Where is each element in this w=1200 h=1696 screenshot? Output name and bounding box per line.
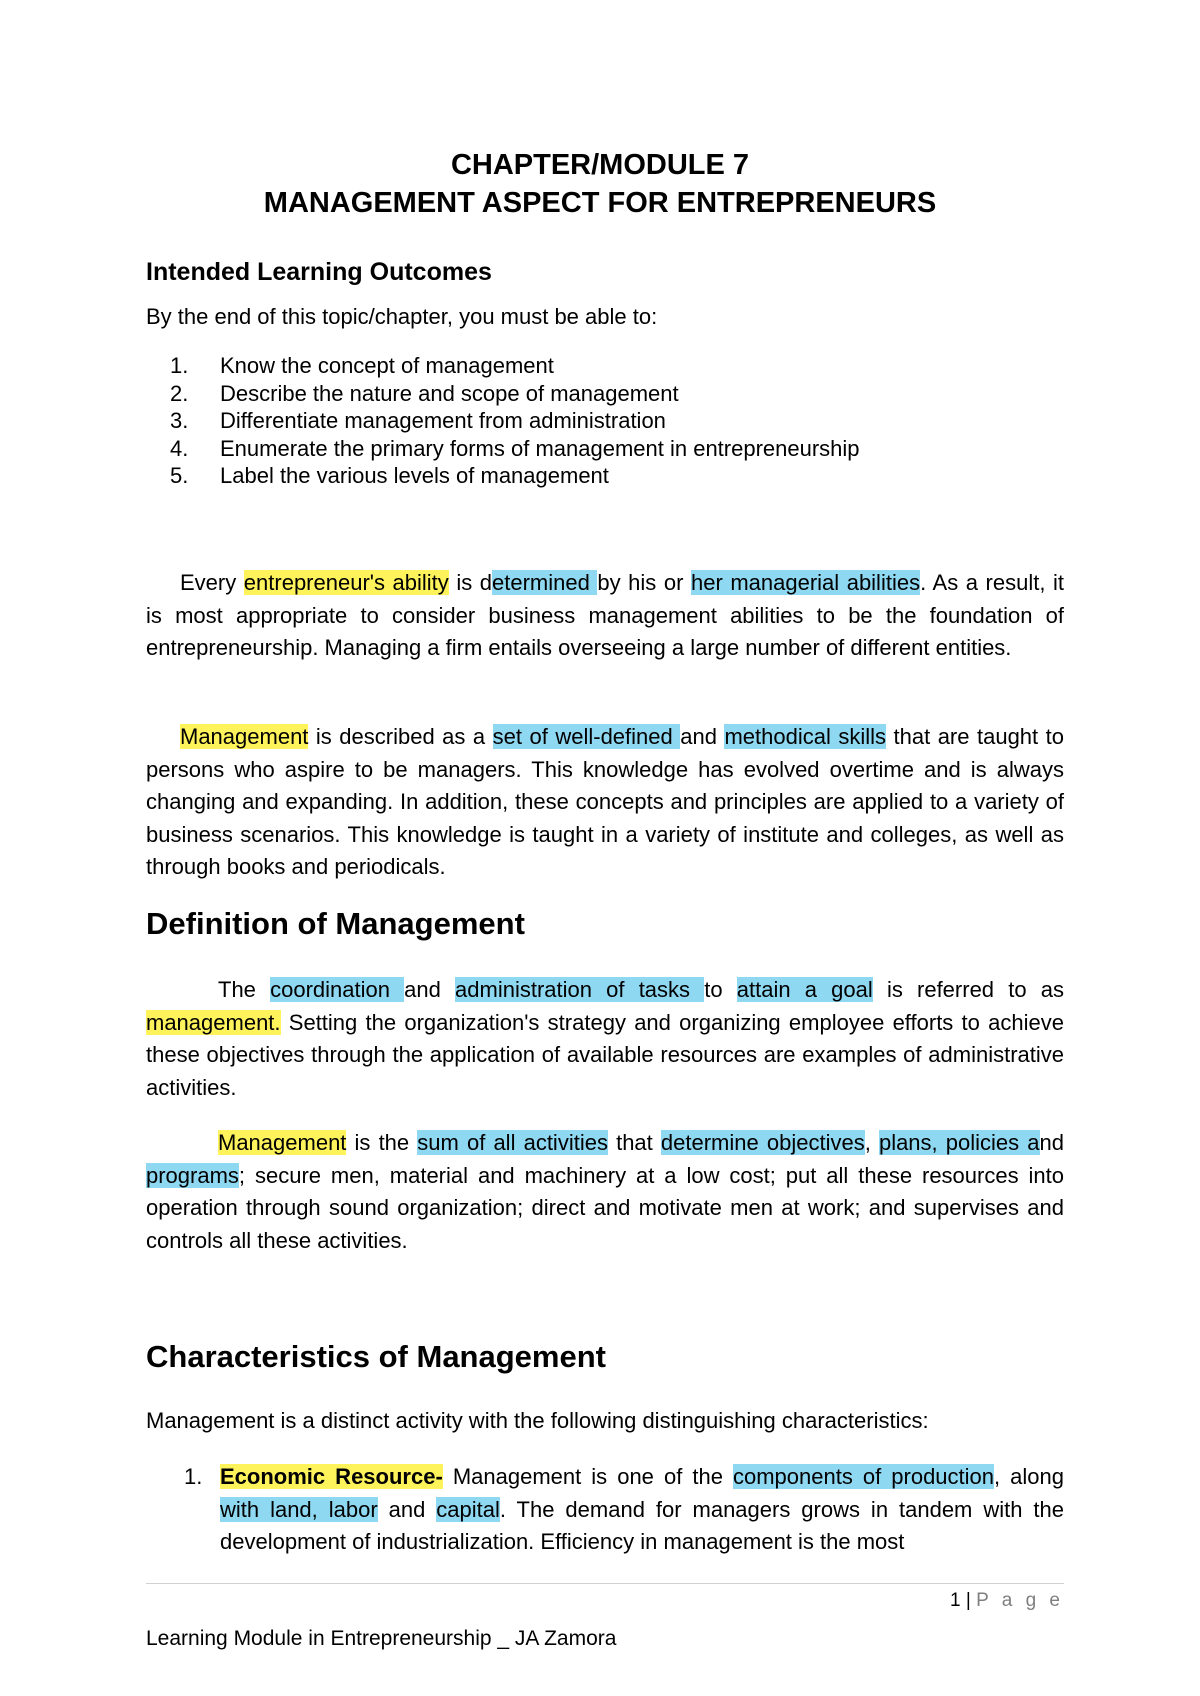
text-run: is referred to as — [872, 977, 1064, 1002]
highlight-blue: methodical skills — [724, 724, 887, 749]
document-title: MANAGEMENT ASPECT FOR ENTREPRENEURS — [263, 187, 937, 219]
text-run: , along — [994, 1464, 1064, 1489]
list-number: 1. — [184, 1464, 203, 1489]
list-number: 4. — [170, 435, 189, 461]
definition-paragraph-2 — [146, 1127, 1064, 1257]
intro-paragraph-2 — [146, 721, 1064, 884]
highlight-blue: programs — [146, 1162, 239, 1188]
highlight-blue: with land, labor — [220, 1496, 378, 1522]
page-label: P a g e — [976, 1590, 1064, 1611]
list-text: Describe the nature and scope of management — [220, 380, 679, 406]
highlight-blue: determine objectives — [660, 1130, 865, 1155]
highlight-blue: etermined — [492, 570, 598, 595]
text-run: that are taught to persons who aspire to be managers. This knowledge has evolved overtime and is always changing and expanding. In addition, these concepts and principles are applied to a variety of business scenarios. This knowledge is taught in a variety of institute and colleges, as well as through books and periodicals. — [146, 724, 1065, 879]
text-run: Management is one of the — [442, 1464, 733, 1489]
highlight-blue: capital — [436, 1496, 500, 1522]
text-run: , — [864, 1130, 879, 1155]
list-item — [146, 435, 860, 463]
text-run: is d — [448, 570, 492, 595]
learning-outcomes-list — [146, 352, 860, 490]
text-run: nd — [1039, 1130, 1065, 1155]
list-text: Label the various levels of management — [220, 463, 609, 488]
highlight-yellow: entrepreneur's ability — [243, 570, 449, 595]
text-run: is the — [346, 1130, 418, 1155]
highlight-yellow: Management — [180, 724, 309, 749]
page-number — [950, 1590, 1064, 1612]
highlight-blue: sum of all activities — [417, 1130, 608, 1155]
list-number: 5. — [170, 463, 189, 488]
learning-outcomes-intro: By the end of this topic/chapter, you must be able to: — [146, 304, 658, 329]
text-run: Setting the organization's strategy and organizing employee efforts to achieve these objectives through the application of available resources are examples of administrative activities. — [146, 1009, 1064, 1100]
text-run: The — [218, 977, 271, 1002]
list-text: Enumerate the primary forms of management in entrepreneurship — [220, 435, 860, 461]
text-run: and — [377, 1496, 437, 1522]
highlight-blue: her managerial abilities — [690, 570, 921, 595]
footer-divider — [146, 1583, 1064, 1584]
highlight-yellow: management. — [146, 1009, 281, 1035]
page-separator: | — [965, 1590, 971, 1611]
highlight-blue: components of production — [732, 1464, 995, 1489]
text-run: that — [607, 1130, 661, 1155]
highlight-blue: administration of tasks — [455, 977, 705, 1002]
text-run: is described as a — [308, 724, 493, 749]
text-run: Every — [180, 570, 244, 595]
definition-paragraph-1 — [146, 974, 1064, 1104]
footer-text: Learning Module in Entrepreneurship _ JA Zamora — [146, 1627, 617, 1650]
page-number-value: 1 — [950, 1590, 961, 1611]
list-item — [146, 407, 860, 435]
definition-heading: Definition of Management — [146, 906, 525, 941]
chapter-label: CHAPTER/MODULE 7 — [450, 149, 750, 181]
list-item — [146, 380, 860, 408]
text-run: and — [404, 977, 456, 1002]
list-item — [146, 352, 860, 380]
characteristics-heading: Characteristics of Management — [146, 1339, 606, 1374]
highlight-blue: set of well-defined — [492, 724, 681, 749]
highlight-yellow: Management — [218, 1130, 347, 1155]
characteristics-list-item — [146, 1461, 1064, 1559]
intro-paragraph-1 — [146, 567, 1064, 665]
highlight-blue: plans, policies a — [878, 1130, 1040, 1155]
highlight-blue: coordination — [270, 977, 405, 1002]
text-run: by his or — [597, 570, 691, 595]
list-item — [146, 462, 860, 490]
highlight-blue: attain a goal — [736, 977, 873, 1002]
characteristic-text — [220, 1461, 1064, 1559]
list-text: Differentiate management from administration — [220, 408, 666, 433]
text-run: . As a result, it is most appropriate to consider business management abilities to be the foundation of entrepreneurship. Managing a firm entails overseeing a large number of different entities. — [146, 570, 1064, 660]
text-run: to — [704, 977, 737, 1002]
characteristics-intro: Management is a distinct activity with the following distinguishing characteristics: — [146, 1408, 929, 1433]
list-text: Know the concept of management — [220, 353, 554, 378]
text-run: ; secure men, material and machinery at a low cost; put all these resources into operation through sound organization; direct and motivate men at work; and supervises and controls all these activities. — [146, 1162, 1064, 1253]
text-run: . The demand for managers grows in tandem with the development of industrialization. Efficiency in management is the most — [220, 1496, 1064, 1554]
list-number: 3. — [170, 408, 189, 433]
list-number: 1. — [170, 353, 189, 378]
text-run: and — [680, 724, 725, 749]
highlight-yellow: Economic Resource- — [220, 1464, 443, 1489]
learning-outcomes-heading: Intended Learning Outcomes — [146, 258, 492, 286]
list-number: 2. — [170, 380, 189, 406]
